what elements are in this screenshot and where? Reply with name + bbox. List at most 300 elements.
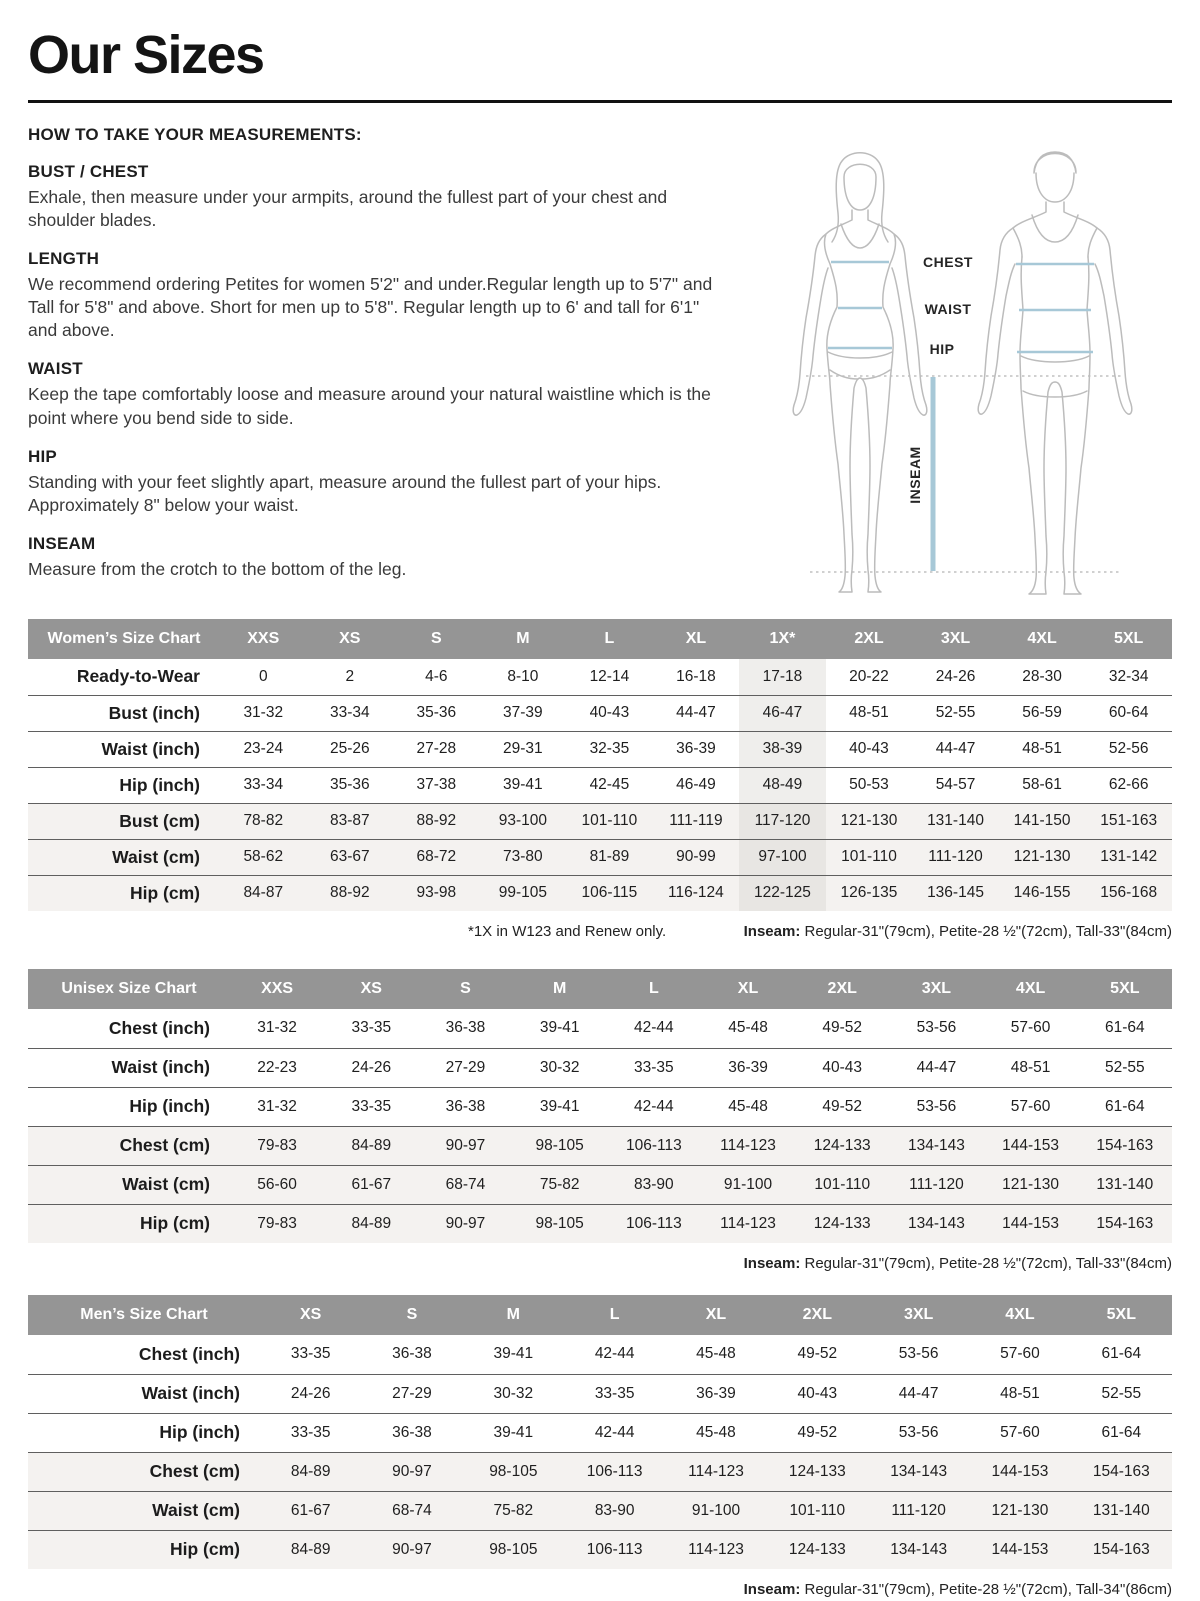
size-cell: 53-56 xyxy=(889,1087,983,1126)
size-column-header: XS xyxy=(260,1295,361,1335)
size-cell: 146-155 xyxy=(999,875,1086,911)
top-section xyxy=(28,125,1172,603)
row-label: Waist (inch) xyxy=(28,1048,230,1087)
size-cell: 84-89 xyxy=(260,1530,361,1569)
size-column-header: XL xyxy=(665,1295,766,1335)
row-label: Ready-to-Wear xyxy=(76,666,200,687)
row-label: Waist (cm) xyxy=(28,1165,230,1204)
size-cell: 2 xyxy=(345,667,355,685)
size-cell: 58-61 xyxy=(999,767,1086,803)
size-cell: 68-74 xyxy=(418,1165,512,1204)
size-cell: 134-143 xyxy=(889,1126,983,1165)
measurement-section xyxy=(28,534,770,581)
size-cell: 88-92 xyxy=(393,803,480,839)
size-cell: 28-30 xyxy=(1022,667,1062,685)
size-cell: 144-153 xyxy=(969,1530,1070,1569)
size-cell: 30-32 xyxy=(463,1374,564,1413)
row-label: Waist (cm) xyxy=(28,839,220,875)
size-column-header: 1X* xyxy=(739,619,826,659)
size-row xyxy=(28,1335,1172,1374)
size-cell: 124-133 xyxy=(795,1204,889,1243)
size-cell: 33-34 xyxy=(220,767,307,803)
size-cell: 79-83 xyxy=(230,1204,324,1243)
size-cell: 121-130 xyxy=(969,1491,1070,1530)
size-cell: 99-105 xyxy=(480,875,567,911)
row-label: Chest (inch) xyxy=(138,1343,240,1364)
size-cell: 45-48 xyxy=(665,1413,766,1452)
size-cell: 52-55 xyxy=(1078,1048,1172,1087)
size-cell: 48-51 xyxy=(969,1374,1070,1413)
size-cell: 52-56 xyxy=(1085,731,1172,767)
size-cell: 32-35 xyxy=(566,731,653,767)
size-column-header: XS xyxy=(307,619,394,659)
size-cell: 31-32 xyxy=(230,1087,324,1126)
header-row xyxy=(28,969,1172,1009)
size-column-header: 4XL xyxy=(999,619,1086,659)
size-cell: 42-45 xyxy=(566,767,653,803)
size-cell: 57-60 xyxy=(969,1413,1070,1452)
female-figure-outline xyxy=(793,153,927,592)
size-cell: 44-47 xyxy=(912,731,999,767)
size-cell: 136-145 xyxy=(912,875,999,911)
size-cell: 44-47 xyxy=(653,695,740,731)
size-cell: 114-123 xyxy=(665,1530,766,1569)
header-row xyxy=(28,619,1172,659)
size-row xyxy=(28,1413,1172,1452)
size-row xyxy=(28,1204,1172,1243)
size-row xyxy=(28,1374,1172,1413)
size-cell: 124-133 xyxy=(767,1452,868,1491)
size-cell: 39-41 xyxy=(539,1019,580,1037)
inseam-note: Inseam: Regular-31"(79cm), Petite-28 ½"(72cm), Tall-34"(86cm) xyxy=(743,1581,1172,1598)
size-cell: 61-64 xyxy=(1105,1019,1145,1037)
size-column-header: 5XL xyxy=(1078,969,1172,1009)
table-title: Unisex Size Chart xyxy=(28,969,230,1009)
size-cell: 12-14 xyxy=(589,667,630,685)
size-cell: 48-51 xyxy=(826,695,913,731)
size-cell: 134-143 xyxy=(868,1530,969,1569)
size-row xyxy=(28,1530,1172,1569)
unisex-size-chart xyxy=(28,969,1172,1275)
size-cell: 37-38 xyxy=(393,767,480,803)
size-cell: 45-48 xyxy=(728,1019,768,1037)
size-cell: 35-36 xyxy=(393,695,480,731)
size-column-header: S xyxy=(418,969,512,1009)
size-cell: 0 xyxy=(258,667,268,685)
size-cell: 121-130 xyxy=(984,1165,1078,1204)
size-cell: 39-41 xyxy=(513,1087,607,1126)
size-cell: 57-60 xyxy=(984,1087,1078,1126)
size-cell: 25-26 xyxy=(307,731,394,767)
size-cell: 27-28 xyxy=(393,731,480,767)
size-cell: 83-87 xyxy=(307,803,394,839)
size-cell: 90-97 xyxy=(361,1530,462,1569)
row-label: Bust (cm) xyxy=(28,803,220,839)
womens-table xyxy=(28,619,1172,911)
size-cell: 154-163 xyxy=(1078,1204,1172,1243)
size-cell: 93-98 xyxy=(393,875,480,911)
size-cell: 40-43 xyxy=(826,731,913,767)
body-measurement-diagram xyxy=(770,125,1172,603)
size-cell: 68-74 xyxy=(361,1491,462,1530)
size-cell: 42-44 xyxy=(594,1345,635,1363)
size-row xyxy=(28,1009,1172,1048)
size-column-header: XS xyxy=(324,969,418,1009)
section-body: Standing with your feet slightly apart, measure around the fullest part of your hips. Approximately 8" below your waist. xyxy=(28,471,662,515)
size-cell: 154-163 xyxy=(1078,1126,1172,1165)
size-cell: 81-89 xyxy=(566,839,653,875)
section-body: Exhale, then measure under your armpits, around the fullest part of your chest and shoulder blades. xyxy=(28,187,668,231)
size-cell: 84-89 xyxy=(324,1126,418,1165)
size-column-header: S xyxy=(361,1295,462,1335)
size-cell: 62-66 xyxy=(1085,767,1172,803)
size-cell: 39-41 xyxy=(480,767,567,803)
size-cell: 97-100 xyxy=(739,839,826,875)
size-cell: 24-26 xyxy=(935,667,976,685)
size-cell: 24-26 xyxy=(324,1048,418,1087)
size-cell: 111-120 xyxy=(868,1491,969,1530)
section-body: Keep the tape comfortably loose and measure around your natural waistline which is the point where you bend side to side. xyxy=(28,384,711,428)
size-cell: 98-105 xyxy=(463,1452,564,1491)
measurement-section xyxy=(28,249,770,342)
size-cell: 84-89 xyxy=(324,1204,418,1243)
size-cell: 61-67 xyxy=(260,1491,361,1530)
size-cell: 101-110 xyxy=(795,1165,889,1204)
size-cell: 8-10 xyxy=(507,667,539,685)
size-cell: 131-140 xyxy=(1071,1491,1172,1530)
section-body: Measure from the crotch to the bottom of the leg. xyxy=(28,558,407,579)
size-cell: 44-47 xyxy=(868,1374,969,1413)
row-label: Hip (cm) xyxy=(28,1530,260,1569)
unisex-table xyxy=(28,969,1172,1243)
section-title: WAIST xyxy=(28,359,83,379)
size-cell: 36-39 xyxy=(701,1048,795,1087)
size-cell: 49-52 xyxy=(822,1019,863,1037)
size-column-header: 2XL xyxy=(826,619,913,659)
size-cell: 61-64 xyxy=(1071,1413,1172,1452)
size-cell: 53-56 xyxy=(868,1413,969,1452)
size-cell: 83-90 xyxy=(607,1165,701,1204)
size-cell: 49-52 xyxy=(795,1087,889,1126)
size-cell: 33-35 xyxy=(260,1413,361,1452)
size-column-header: M xyxy=(513,969,607,1009)
size-cell: 45-48 xyxy=(696,1345,736,1363)
size-cell: 30-32 xyxy=(513,1048,607,1087)
table-notes xyxy=(28,923,1172,943)
size-cell: 46-47 xyxy=(739,695,826,731)
size-cell: 111-120 xyxy=(912,839,999,875)
size-column-header: L xyxy=(564,1295,665,1335)
size-cell: 48-49 xyxy=(739,767,826,803)
size-cell: 114-123 xyxy=(701,1126,795,1165)
size-cell: 40-43 xyxy=(795,1048,889,1087)
measurement-section xyxy=(28,359,770,429)
size-cell: 27-29 xyxy=(418,1048,512,1087)
size-cell: 42-44 xyxy=(564,1413,665,1452)
size-column-header: 3XL xyxy=(868,1295,969,1335)
size-cell: 98-105 xyxy=(463,1530,564,1569)
size-cell: 36-38 xyxy=(392,1345,432,1363)
size-column-header: S xyxy=(393,619,480,659)
size-cell: 98-105 xyxy=(513,1204,607,1243)
size-cell: 4-6 xyxy=(425,667,448,685)
size-column-header: XXS xyxy=(230,969,324,1009)
size-cell: 90-97 xyxy=(361,1452,462,1491)
footnote: *1X in W123 and Renew only. xyxy=(468,923,667,940)
size-cell: 114-123 xyxy=(701,1204,795,1243)
size-row xyxy=(28,1491,1172,1530)
measurement-sections xyxy=(28,162,770,581)
size-cell: 52-55 xyxy=(1071,1374,1172,1413)
size-cell: 101-110 xyxy=(826,839,913,875)
womens-size-chart xyxy=(28,619,1172,943)
size-column-header: 2XL xyxy=(795,969,889,1009)
size-cell: 84-87 xyxy=(220,875,307,911)
size-cell: 73-80 xyxy=(480,839,567,875)
size-cell: 121-130 xyxy=(826,803,913,839)
size-cell: 53-56 xyxy=(916,1019,957,1037)
size-cell: 45-48 xyxy=(701,1087,795,1126)
size-cell: 98-105 xyxy=(513,1126,607,1165)
size-cell: 91-100 xyxy=(665,1491,766,1530)
row-label: Chest (cm) xyxy=(28,1452,260,1491)
size-column-header: L xyxy=(566,619,653,659)
size-cell: 33-35 xyxy=(607,1048,701,1087)
row-label: Hip (inch) xyxy=(28,1087,230,1126)
size-cell: 63-67 xyxy=(307,839,394,875)
size-cell: 144-153 xyxy=(984,1126,1078,1165)
size-column-header: XL xyxy=(653,619,740,659)
size-cell: 50-53 xyxy=(826,767,913,803)
size-cell: 33-35 xyxy=(351,1019,392,1037)
size-cell: 93-100 xyxy=(480,803,567,839)
inseam-note: Inseam: Regular-31"(79cm), Petite-28 ½"(72cm), Tall-33"(84cm) xyxy=(743,1255,1172,1272)
size-cell: 37-39 xyxy=(480,695,567,731)
table-notes xyxy=(28,1255,1172,1275)
size-row xyxy=(28,1048,1172,1087)
chest-label: CHEST xyxy=(923,254,973,270)
size-cell: 23-24 xyxy=(220,731,307,767)
size-cell: 106-113 xyxy=(607,1126,701,1165)
size-cell: 36-39 xyxy=(653,731,740,767)
size-cell: 141-150 xyxy=(999,803,1086,839)
size-cell: 84-89 xyxy=(260,1452,361,1491)
size-cell: 124-133 xyxy=(795,1126,889,1165)
size-cell: 75-82 xyxy=(463,1491,564,1530)
section-title: HIP xyxy=(28,446,57,466)
size-cell: 111-119 xyxy=(653,803,740,839)
size-cell: 91-100 xyxy=(701,1165,795,1204)
size-cell: 53-56 xyxy=(898,1345,939,1363)
size-cell: 126-135 xyxy=(826,875,913,911)
row-label: Hip (cm) xyxy=(28,1204,230,1243)
header-row xyxy=(28,1295,1172,1335)
size-cell: 101-110 xyxy=(767,1491,868,1530)
size-cell: 131-142 xyxy=(1085,839,1172,875)
row-label: Waist (cm) xyxy=(28,1491,260,1530)
size-cell: 117-120 xyxy=(739,803,826,839)
size-cell: 39-41 xyxy=(463,1413,564,1452)
size-cell: 154-163 xyxy=(1071,1452,1172,1491)
size-cell: 16-18 xyxy=(676,667,716,685)
size-cell: 46-49 xyxy=(653,767,740,803)
size-cell: 134-143 xyxy=(868,1452,969,1491)
row-label: Waist (inch) xyxy=(28,1374,260,1413)
size-cell: 42-44 xyxy=(634,1019,674,1037)
size-cell: 144-153 xyxy=(969,1452,1070,1491)
size-cell: 31-32 xyxy=(257,1019,297,1037)
size-column-header: M xyxy=(480,619,567,659)
size-cell: 32-34 xyxy=(1108,667,1149,685)
size-cell: 38-39 xyxy=(739,731,826,767)
size-column-header: 5XL xyxy=(1071,1295,1172,1335)
title-divider xyxy=(28,100,1172,103)
size-cell: 20-22 xyxy=(849,667,889,685)
size-cell: 90-97 xyxy=(418,1126,512,1165)
size-cell: 24-26 xyxy=(260,1374,361,1413)
waist-label: WAIST xyxy=(924,301,972,317)
size-cell: 49-52 xyxy=(767,1413,868,1452)
size-cell: 122-125 xyxy=(739,875,826,911)
row-label: Hip (inch) xyxy=(28,1413,260,1452)
size-cell: 101-110 xyxy=(566,803,653,839)
size-row xyxy=(28,731,1172,767)
size-cell: 57-60 xyxy=(1000,1345,1040,1363)
size-column-header: 3XL xyxy=(912,619,999,659)
size-row xyxy=(28,1452,1172,1491)
size-column-header: 2XL xyxy=(767,1295,868,1335)
size-cell: 33-35 xyxy=(290,1345,331,1363)
size-cell: 60-64 xyxy=(1085,695,1172,731)
size-cell: 116-124 xyxy=(653,875,740,911)
size-cell: 79-83 xyxy=(230,1126,324,1165)
size-cell: 36-38 xyxy=(418,1087,512,1126)
size-row xyxy=(28,695,1172,731)
table-notes xyxy=(28,1581,1172,1601)
size-column-header: 4XL xyxy=(969,1295,1070,1335)
size-diagram-svg xyxy=(770,125,1172,603)
size-row xyxy=(28,659,1172,695)
size-row xyxy=(28,1126,1172,1165)
size-cell: 61-67 xyxy=(324,1165,418,1204)
mens-table xyxy=(28,1295,1172,1569)
size-cell: 61-64 xyxy=(1101,1345,1142,1363)
size-column-header: M xyxy=(463,1295,564,1335)
size-row xyxy=(28,767,1172,803)
size-cell: 54-57 xyxy=(912,767,999,803)
size-cell: 40-43 xyxy=(767,1374,868,1413)
size-cell: 83-90 xyxy=(564,1491,665,1530)
hip-label: HIP xyxy=(929,341,955,357)
size-cell: 134-143 xyxy=(889,1204,983,1243)
section-body: We recommend ordering Petites for women 5'2" and under.Regular length up to 5'7" and Tall for 5'8" and above. Short for men up to 5'8". Regular length up to 6' and tall for 6'1" and above. xyxy=(28,274,713,341)
size-cell: 106-115 xyxy=(566,875,653,911)
size-cell: 36-38 xyxy=(445,1019,486,1037)
row-label: Hip (inch) xyxy=(28,767,220,803)
size-cell: 106-113 xyxy=(607,1204,701,1243)
measurement-instructions xyxy=(28,125,770,603)
row-label: Chest (inch) xyxy=(108,1017,210,1038)
page-title: Our Sizes xyxy=(28,25,264,85)
size-cell: 121-130 xyxy=(999,839,1086,875)
size-cell: 106-113 xyxy=(564,1530,665,1569)
size-cell: 35-36 xyxy=(307,767,394,803)
size-cell: 78-82 xyxy=(220,803,307,839)
size-cell: 144-153 xyxy=(984,1204,1078,1243)
mens-size-chart xyxy=(28,1295,1172,1601)
inseam-note: Inseam: Regular-31"(79cm), Petite-28 ½"(72cm), Tall-33"(84cm) xyxy=(743,923,1172,940)
size-cell: 88-92 xyxy=(307,875,394,911)
inseam-label: INSEAM xyxy=(907,446,923,504)
size-row xyxy=(28,875,1172,911)
size-cell: 75-82 xyxy=(513,1165,607,1204)
row-label: Chest (cm) xyxy=(28,1126,230,1165)
size-cell: 33-35 xyxy=(564,1374,665,1413)
size-cell: 36-38 xyxy=(361,1413,462,1452)
size-row xyxy=(28,1165,1172,1204)
size-cell: 33-34 xyxy=(307,695,394,731)
size-cell: 56-60 xyxy=(230,1165,324,1204)
instructions-heading: HOW TO TAKE YOUR MEASUREMENTS: xyxy=(28,125,362,144)
size-cell: 124-133 xyxy=(767,1530,868,1569)
size-cell: 52-55 xyxy=(912,695,999,731)
size-row xyxy=(28,803,1172,839)
size-cell: 49-52 xyxy=(797,1345,838,1363)
row-label: Waist (inch) xyxy=(28,731,220,767)
section-title: BUST / CHEST xyxy=(28,162,149,181)
size-cell: 56-59 xyxy=(999,695,1086,731)
size-cell: 131-140 xyxy=(1078,1165,1172,1204)
size-column-header: 4XL xyxy=(984,969,1078,1009)
size-cell: 42-44 xyxy=(607,1087,701,1126)
row-label: Hip (cm) xyxy=(28,875,220,911)
size-cell: 90-97 xyxy=(418,1204,512,1243)
size-cell: 40-43 xyxy=(566,695,653,731)
size-column-header: XL xyxy=(701,969,795,1009)
size-cell: 131-140 xyxy=(912,803,999,839)
size-cell: 57-60 xyxy=(1010,1019,1051,1037)
size-cell: 29-31 xyxy=(480,731,567,767)
size-cell: 68-72 xyxy=(393,839,480,875)
section-title: INSEAM xyxy=(28,533,96,553)
size-cell: 151-163 xyxy=(1085,803,1172,839)
size-cell: 111-120 xyxy=(889,1165,983,1204)
size-cell: 22-23 xyxy=(230,1048,324,1087)
measurement-section xyxy=(28,447,770,517)
size-column-header: 3XL xyxy=(889,969,983,1009)
size-cell: 27-29 xyxy=(361,1374,462,1413)
size-column-header: 5XL xyxy=(1085,619,1172,659)
male-figure-outline xyxy=(978,152,1132,594)
section-title: LENGTH xyxy=(28,249,100,269)
size-cell: 48-51 xyxy=(999,731,1086,767)
size-cell: 58-62 xyxy=(220,839,307,875)
size-cell: 48-51 xyxy=(984,1048,1078,1087)
size-cell: 61-64 xyxy=(1078,1087,1172,1126)
size-cell: 154-163 xyxy=(1071,1530,1172,1569)
table-title: Women’s Size Chart xyxy=(28,619,220,659)
size-cell: 39-41 xyxy=(493,1345,534,1363)
size-cell: 36-39 xyxy=(665,1374,766,1413)
measurement-section xyxy=(28,162,770,232)
size-cell: 114-123 xyxy=(665,1452,766,1491)
size-column-header: L xyxy=(607,969,701,1009)
size-column-header: XXS xyxy=(220,619,307,659)
size-cell: 44-47 xyxy=(889,1048,983,1087)
row-label: Bust (inch) xyxy=(28,695,220,731)
size-cell: 17-18 xyxy=(739,659,826,695)
size-cell: 156-168 xyxy=(1085,875,1172,911)
